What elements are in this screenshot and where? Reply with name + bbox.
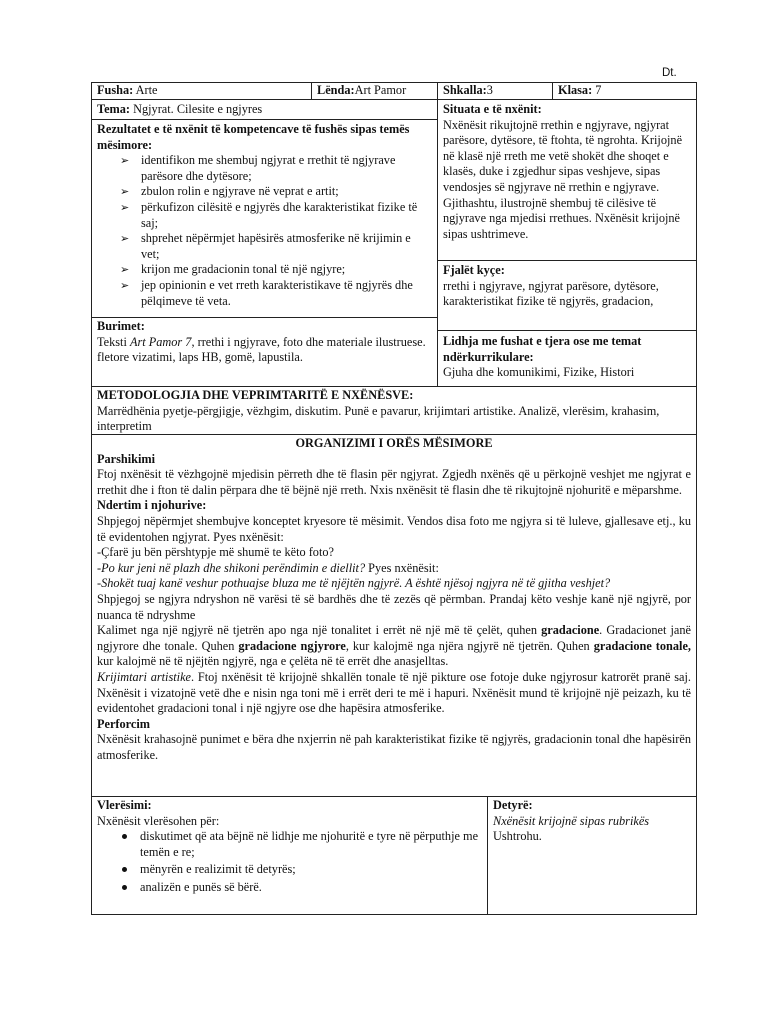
question-1: -Çfarë ju bën përshtypje më shumë te këto foto? (97, 545, 334, 560)
lidhja-text: Gjuha dhe komunikimi, Fizike, Histori (443, 365, 635, 380)
vleresimi-cell (92, 798, 487, 898)
list-item: ➢ zbulon rolin e ngjyrave në veprat e artit; (120, 184, 432, 200)
vleresimi-list (97, 829, 482, 895)
shkalla-cell: Shkalla:3 (443, 83, 493, 97)
fjalet-text: rrethi i ngjyrave, ngjyrat parësore, dytësore, karakteristikat fizike të ngjyrës, gradacion, (443, 278, 659, 309)
rezultatet-list (97, 153, 432, 309)
date-label: Dt. (662, 67, 677, 79)
parashikimi-text: Ftoj nxënësit të vëzhgojnë mjedisin përreth dhe të flasin për ngjyrat. Zgjedh nxënës që u përkojnë veshjet me ngjyrat e rrethit dhe i fton të dalin përpara dhe të bëjnë një rreth. Nxis nxënësit të flasin dhe të rikujtojnë njohuritë e mëparshme. (97, 467, 691, 497)
detyre-line-2: Ushtrohu. (493, 829, 542, 844)
perforcim-text: Nxënësit krahasojnë punimet e bëra dhe nxjerrin në pah karakteristikat fizike të ngjyrës, gradacionin tonal dhe hapësirën atmosferike. (97, 732, 691, 762)
list-item: ➢ krijon me gradacionin tonal të një ngjyre; (120, 262, 432, 278)
list-item: ➢ jep opinionin e vet rreth karakteristikave të ngjyrës dhe pëlqimeve të veta. (120, 278, 432, 309)
list-item: analizën e punës së bërë. (122, 880, 482, 896)
lenda-cell: Lënda:Art Pamor (317, 83, 407, 97)
metodologjia-cell (92, 388, 696, 435)
list-item: ➢ identifikon me shembuj ngjyrat e rrethit të ngjyrave parësore dhe dytësore; (120, 153, 432, 184)
fjalet-title: Fjalët kyçe: (443, 263, 505, 277)
situata-text: Nxënësit rikujtojnë rrethin e ngjyrave, ngjyrat parësore, dytësore, të ftohta, të ngrohta. Krijojnë në klasë një rreth me vetë shokët dhe shoqet e klasës, duke i zgjedhur sipas veshjeve, sipas vendosjes së ngjyrave në rrethin e ngjyrave. Gjithashtu, ilustrojnë shembuj të cilësive të ngjyrave nga mjedisi rrethues. Nxënësit krijojnë sipas ushtrimeve. (443, 117, 683, 241)
situata-title: Situata e të nxënit: (443, 102, 542, 116)
krijimtari-paragraph: Krijimtari artistike. Ftoj nxënësit të krijojnë shkallën tonale të një pikture ose fotoje duke ngjyrosur katrorët pranë saj. Nxënësit i vizatojnë vetë dhe e nisin nga toni më i errët deri te më i hapuri. Nxënësit mund të krijojnë një peizazh, ku të evidentohet gradacioni tonal i një ngjyre ose dhe hapësira atmosferike. (97, 669, 692, 716)
list-item: ➢ përkufizon cilësitë e ngjyrës dhe karakteristikat fizike të saj; (120, 200, 432, 231)
lidhja-title: Lidhja me fushat e tjera ose me temat ndërkurrikulare: (443, 334, 642, 364)
parashikimi-title: Parshikimi (97, 451, 156, 466)
list-item: mënyrën e realizimit të detyrës; (122, 862, 482, 878)
vleresimi-intro: Nxënësit vlerësohen për: (97, 813, 220, 828)
organizimi-cell (92, 436, 696, 763)
ndertim-paragraph: Shpjegoj nëpërmjet shembujve konceptet kryesore të mësimit. Vendos disa foto me ngjyra si të luleve, gjallesave etj., ku të evidentohen ngjyrat. Pyes nxënësit: (97, 513, 691, 544)
organizimi-title: ORGANIZIMI I ORËS MËSIMORE (295, 436, 493, 450)
question-3: -Shokët tuaj kanë veshur pothuajse bluza me të njëjtën ngjyrë. A është njësoj ngjyra në të gjitha veshjet? (97, 576, 611, 591)
vleresimi-title: Vlerësimi: (97, 798, 152, 812)
list-item: diskutimet që ata bëjnë në lidhje me njohuritë e tyre në përputhje me temën e re; (122, 829, 482, 860)
klasa-cell: Klasa: 7 (558, 83, 602, 97)
burimet-title: Burimet: (97, 319, 145, 333)
metodologjia-title: METODOLOGJIA DHE VEPRIMTARITË E NXËNËSVE: (97, 388, 414, 402)
perforcim-title: Perforcim (97, 716, 151, 731)
metodologjia-text: Marrëdhënia pyetje-përgjigje, vëzhgim, diskutim. Punë e pavarur, krijimtari artistike. Analizë, vlerësim, krahasim, interpretim (97, 403, 660, 434)
tema-cell: Tema: Ngjyrat. Cilesite e ngjyres (97, 102, 263, 116)
gradacione-paragraph: Kalimet nga një ngjyrë në tjetrën apo nga një tonalitet i errët në një më të çelët, quhen gradacione. Gradacionet janë ngjyrore dhe tonale. Quhen gradacione ngjyrore, kur kalojmë nga njëra ngjyrë në tjetrën. Quhen gradacione tonale, kur kalojmë në të njëjtën ngjyrë, nga e çelëta në të errët dhe anasjelltas. (97, 623, 691, 669)
detyre-line-1: Nxënësit krijojnë sipas rubrikës (493, 813, 650, 828)
situata-cell (438, 102, 696, 242)
ndertim-title: Ndertim i njohurive: (97, 498, 207, 513)
burimet-cell (92, 319, 437, 366)
fjalet-cell (438, 263, 696, 310)
rezultatet-cell (92, 122, 437, 309)
fusha-cell: Fusha: Arte (97, 83, 158, 97)
list-item: ➢ shprehet nëpërmjet hapësirës atmosferike në krijimin e vet; (120, 231, 432, 262)
detyre-cell (488, 798, 696, 845)
detyre-title: Detyrë: (493, 798, 533, 812)
rezultatet-title: Rezultatet e të nxënit të kompetencave të fushës sipas temës mësimore: (97, 122, 410, 152)
ndertim-paragraph-2: Shpjegoj se ngjyra ndryshon në varësi të së bardhës dhe të zezës që përmban. Prandaj këto veshje kanë një ngjyrë, por nuanca të ndryshme (97, 591, 691, 622)
question-2: -Po kur jeni në plazh dhe shikoni perëndimin e diellit? Pyes nxënësit: (97, 560, 439, 575)
lidhja-cell (438, 334, 696, 381)
burimet-text: Teksti Art Pamor 7, rrethi i ngjyrave, foto dhe materiale ilustruese. fletore vizatimi, laps HB, gomë, lapustila. (97, 334, 426, 365)
